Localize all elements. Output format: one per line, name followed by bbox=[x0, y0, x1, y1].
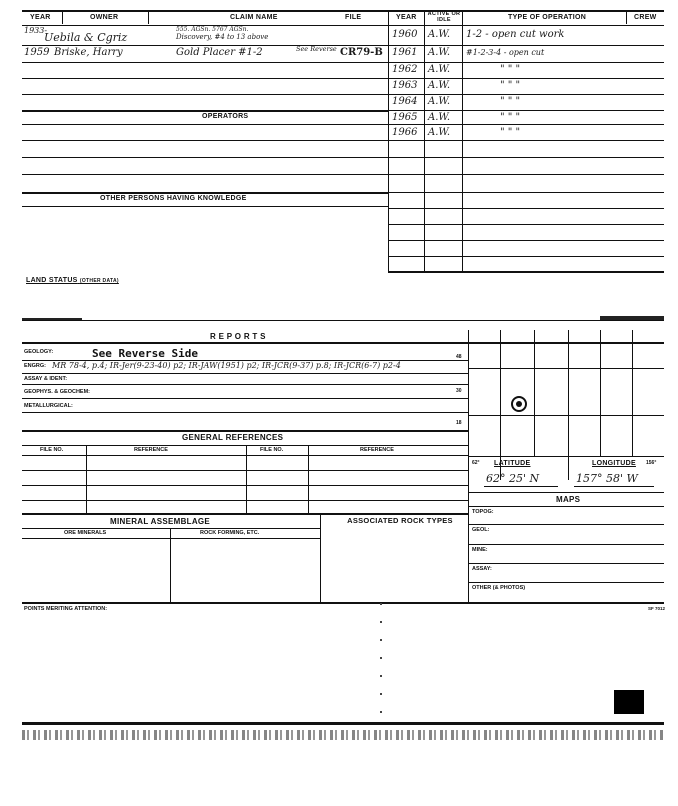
header-claim-name: CLAIM NAME bbox=[230, 14, 278, 21]
claim-see-reverse: See Reverse bbox=[296, 45, 337, 53]
ref-file-no: FILE NO. bbox=[40, 447, 64, 453]
header-file: FILE bbox=[345, 14, 362, 21]
engrg-value: MR 78-4, p.4; IR-Jer(9-23-40) p2; IR-JAW(1951) p2; IR-JCR(9-37) p.8; IR-JCR(6-7) p2-4 bbox=[52, 361, 401, 370]
num-30: 30 bbox=[456, 388, 462, 394]
engrg-label: ENGRG: bbox=[24, 363, 46, 369]
longitude-value: 157° 58' W bbox=[576, 472, 638, 485]
num-48: 48 bbox=[456, 354, 462, 360]
op-status-1961: A.W. bbox=[428, 47, 451, 58]
op-year-1963: 1963 bbox=[392, 80, 418, 91]
claim-name-1: Discovery, #4 to 13 above bbox=[176, 33, 269, 41]
assay-label: ASSAY & IDENT: bbox=[24, 376, 68, 382]
operators-title: OPERATORS bbox=[202, 113, 249, 120]
geology-label: GEOLOGY: bbox=[24, 349, 54, 355]
op-type-1963: " " " bbox=[500, 80, 521, 91]
land-status-label: LAND STATUS (OTHER DATA) bbox=[26, 277, 119, 284]
op-type-1966: " " " bbox=[500, 127, 521, 138]
op-year-1965: 1965 bbox=[392, 112, 418, 123]
claim-owner-1: Uebila & Cgriz bbox=[44, 31, 128, 44]
header-owner: OWNER bbox=[90, 14, 119, 21]
form-number: SF 7012 bbox=[648, 606, 666, 611]
maps-topog: TOPOG: bbox=[472, 509, 494, 515]
maps-mine: MINE: bbox=[472, 547, 488, 553]
maps-title: MAPS bbox=[556, 495, 581, 504]
op-type-1962: " " " bbox=[500, 64, 521, 75]
header-crew: CREW bbox=[634, 14, 657, 21]
header-year: YEAR bbox=[30, 14, 51, 21]
geology-value: See Reverse Side bbox=[92, 347, 198, 360]
claim-year-1: 1933- bbox=[24, 26, 48, 35]
geophys-label: GEOPHYS. & GEOCHEM: bbox=[24, 389, 91, 395]
op-type-1965: " " " bbox=[500, 112, 521, 123]
maps-geol: GEOL: bbox=[472, 527, 490, 533]
general-references-title: GENERAL REFERENCES bbox=[182, 433, 284, 442]
reports-title: R E P O R T S bbox=[210, 332, 266, 341]
maps-assay: ASSAY: bbox=[472, 566, 492, 572]
op-year-1960: 1960 bbox=[392, 29, 418, 40]
op-year-1966: 1966 bbox=[392, 127, 418, 138]
op-year-1961: 1961 bbox=[392, 47, 418, 58]
claim-name-2: Gold Placer #1-2 bbox=[176, 47, 263, 58]
op-status-1963: A.W. bbox=[428, 80, 451, 91]
lon-suffix: 156° bbox=[646, 460, 657, 466]
points-meriting-label: POINTS MERITING ATTENTION: bbox=[24, 606, 108, 612]
header-type-op: TYPE OF OPERATION bbox=[508, 14, 587, 21]
header-ops-year: YEAR bbox=[396, 14, 417, 21]
ore-minerals: ORE MINERALS bbox=[64, 530, 107, 536]
op-type-1964: " " " bbox=[500, 96, 521, 107]
other-persons-title: OTHER PERSONS HAVING KNOWLEDGE bbox=[100, 195, 247, 202]
op-year-1962: 1962 bbox=[392, 64, 418, 75]
header-active-idle: ACTIVE OR IDLE bbox=[427, 11, 461, 23]
num-18: 18 bbox=[456, 420, 462, 426]
latitude-value: 62° 25' N bbox=[486, 472, 540, 485]
claim-year-2: 1959 bbox=[24, 47, 50, 58]
latitude-label: LATITUDE bbox=[494, 460, 531, 467]
op-status-1966: A.W. bbox=[428, 127, 451, 138]
rock-forming: ROCK FORMING, ETC. bbox=[200, 530, 260, 536]
op-status-1964: A.W. bbox=[428, 96, 451, 107]
op-type-1961: #1-2-3-4 - open cut bbox=[466, 48, 545, 57]
assoc-rock-types: ASSOCIATED ROCK TYPES bbox=[347, 516, 453, 525]
op-status-1960: A.W. bbox=[428, 29, 451, 40]
mineral-assemblage-title: MINERAL ASSEMBLAGE bbox=[110, 517, 211, 526]
ref-reference-2: REFERENCE bbox=[360, 447, 394, 453]
location-marker-icon bbox=[511, 396, 527, 412]
metallurgical-label: METALLURGICAL: bbox=[24, 403, 73, 409]
ref-file-no-2: FILE NO. bbox=[260, 447, 284, 453]
op-year-1964: 1964 bbox=[392, 96, 418, 107]
ref-reference: REFERENCE bbox=[134, 447, 168, 453]
claim-file-2: CR79-B bbox=[340, 47, 383, 58]
longitude-label: LONGITUDE bbox=[592, 460, 636, 467]
claim-note-1: 555. AGSn. 5767 AGSn. bbox=[176, 26, 249, 33]
claim-owner-2: Briske, Harry bbox=[54, 47, 123, 58]
op-status-1965: A.W. bbox=[428, 112, 451, 123]
maps-other: OTHER (& PHOTOS) bbox=[472, 585, 526, 591]
lat-prefix: 62° bbox=[472, 460, 480, 466]
op-status-1962: A.W. bbox=[428, 64, 451, 75]
op-type-1960: 1-2 - open cut work bbox=[466, 29, 565, 40]
